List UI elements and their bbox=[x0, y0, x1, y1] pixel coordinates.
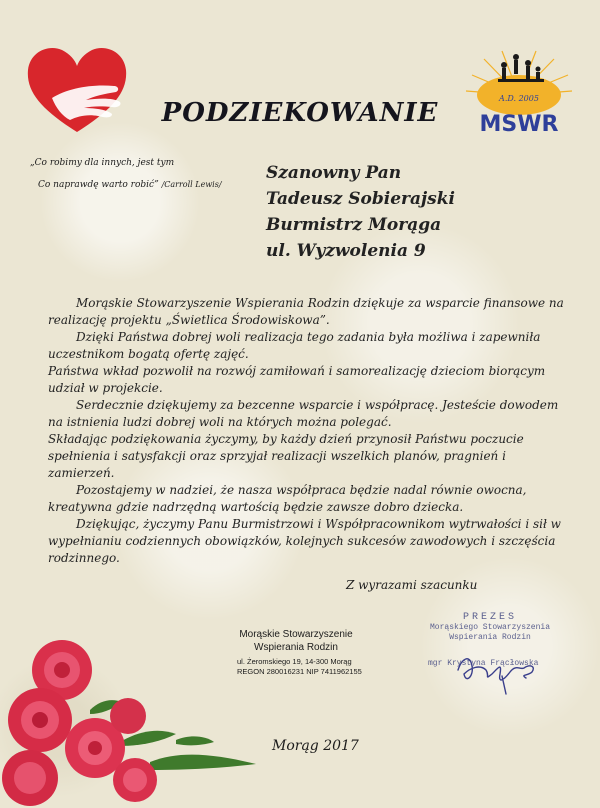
closing-phrase: Z wyrazami szacunku bbox=[346, 578, 478, 592]
paragraph-4: Serdecznie dziękujemy za bezcenne wsparcie i współpracę. Jesteście dowodem na istnienia ludzi dobrej woli na których można polegać. bbox=[48, 398, 559, 429]
organization-name-line-2: Wspierania Rodzin bbox=[254, 642, 338, 653]
stamp-name: mgr Krystyna Frącłowska bbox=[428, 659, 539, 668]
paragraph-1: Morąskie Stowarzyszenie Wspierania Rodzin dziękuje za wsparcie finansowe na realizację projektu „Świetlica Środowiskowa”. bbox=[48, 296, 564, 327]
organization-ids: REGON 280016231 NIP 7411962155 bbox=[237, 667, 362, 676]
handwritten-signature bbox=[440, 640, 550, 695]
heart-hand-icon bbox=[22, 40, 132, 140]
motto-quote bbox=[30, 152, 230, 196]
paragraph-7: Dziękując, życzymy Panu Burmistrzowi i Współpracownikom wytrwałości i sił w wypełnianiu codziennych obowiązków, kolejnych sukcesów zawodowych i szczęścia rodzinnego. bbox=[48, 517, 561, 565]
paragraph-5: Składając podziękowania życzymy, by każdy dzień przynosił Państwu poczucie spełnienia i satysfakcji oraz sprzyjał realizacji wszelkich planów, pragnień i zamierzeń. bbox=[48, 432, 524, 480]
roses-decoration-icon bbox=[0, 630, 270, 808]
sun-icon bbox=[466, 51, 572, 115]
organization-name-line-1: Morąskie Stowarzyszenie bbox=[239, 629, 353, 640]
recipient-address bbox=[266, 160, 455, 264]
motto-author: /Carroll Lewis/ bbox=[161, 180, 222, 189]
paragraph-6: Pozostajemy w nadziei, że nasza współpraca będzie nadal równie owocna, kreatywna gdzie nadrzędną wartością będzie zawsze dobro dziecka. bbox=[48, 483, 527, 514]
paragraph-2: Dzięki Państwa dobrej woli realizacja tego zadania była możliwa i zapewniła uczestnikom bogatą ofertę zajęć. bbox=[48, 330, 541, 361]
page-title: PODZIEKOWANIE bbox=[161, 98, 439, 128]
motto-line-1: „Co robimy dla innych, jest tym bbox=[30, 158, 175, 168]
organization-street: ul. Żeromskiego 19, 14-300 Morąg bbox=[237, 657, 352, 666]
recipient-name: Tadeusz Sobierajski bbox=[266, 189, 455, 209]
stamp-line-2: Wspierania Rodzin bbox=[449, 633, 531, 642]
place-and-date: Morąg 2017 bbox=[272, 738, 359, 754]
stamp-title: PREZES bbox=[462, 612, 517, 623]
recipient-position: Burmistrz Morąga bbox=[266, 215, 442, 235]
motto-line-2: Co naprawdę warto robić” bbox=[38, 180, 159, 190]
logo-acronym: MSWR bbox=[479, 112, 559, 137]
paragraph-3: Państwa wkład pozwolił na rozwój zamiłowań i samorealizację dzieciom biorącym udział w projekcie. bbox=[48, 364, 546, 395]
mswr-logo bbox=[462, 45, 577, 145]
stamp-line-1: Morąskiego Stowarzyszenia bbox=[429, 623, 551, 632]
recipient-salutation: Szanowny Pan bbox=[266, 163, 402, 183]
letter-body bbox=[48, 295, 568, 567]
logo-year: A.D. 2005 bbox=[499, 94, 539, 103]
recipient-street: ul. Wyzwolenia 9 bbox=[266, 241, 426, 261]
